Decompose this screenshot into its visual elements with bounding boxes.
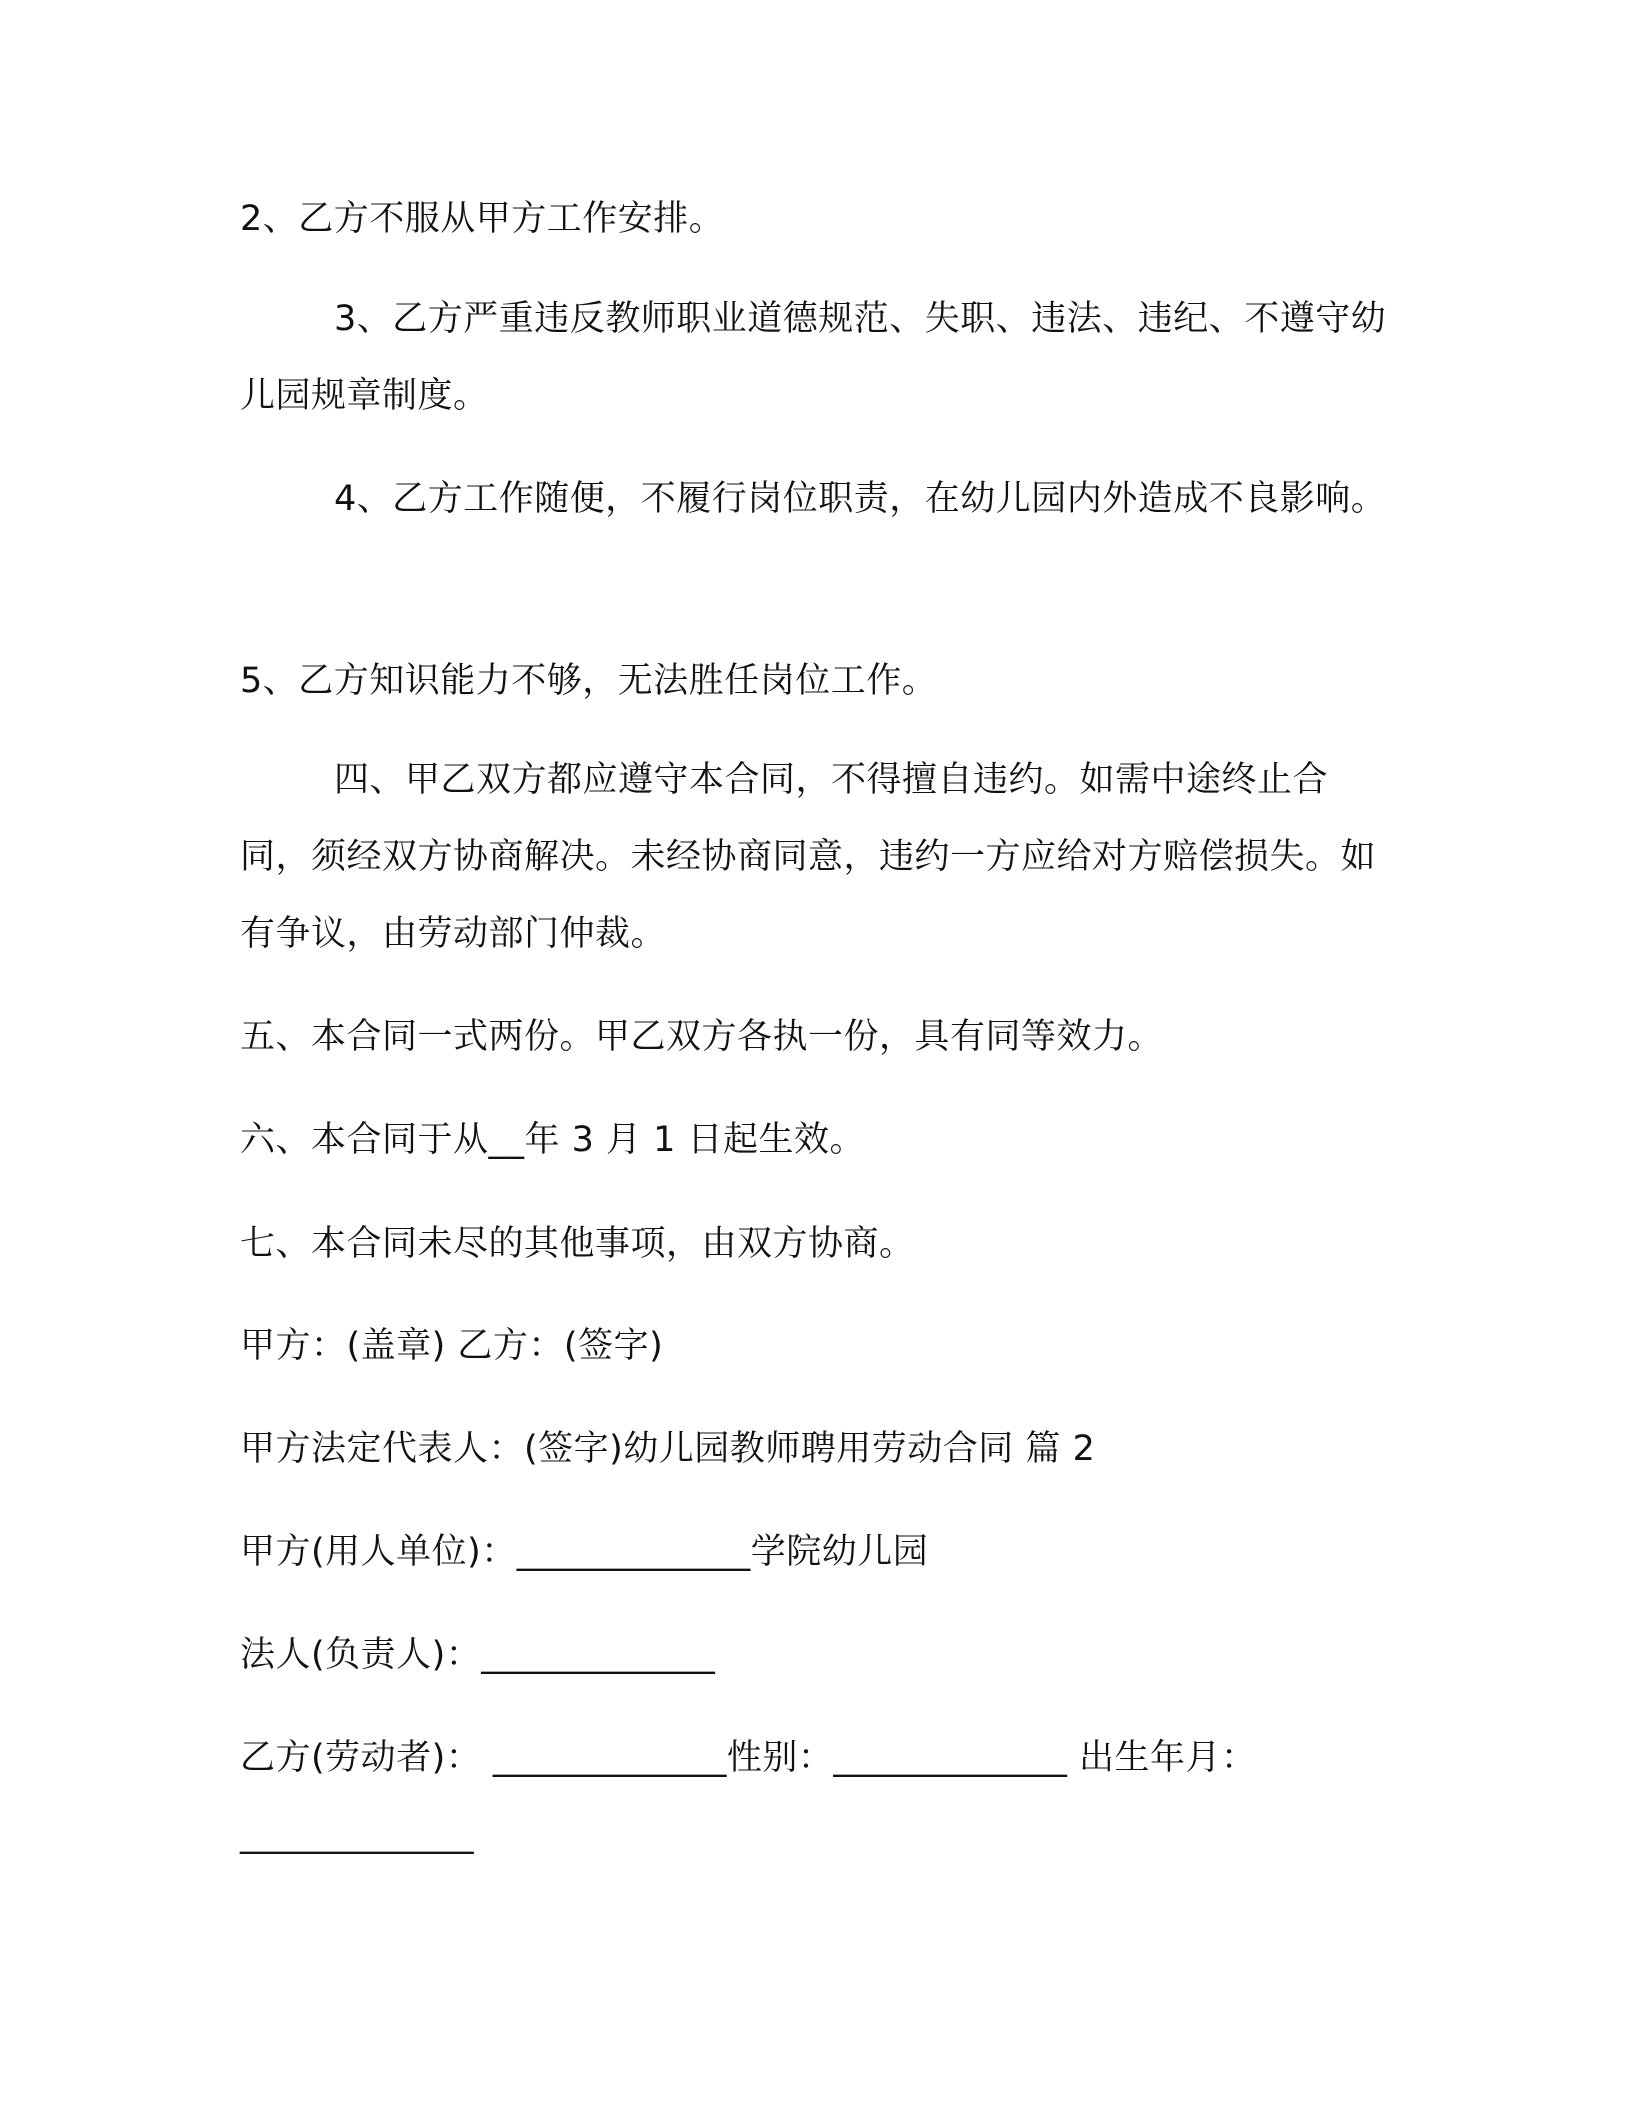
legal-representative-line: 甲方法定代表人：(签字)幼儿园教师聘用劳动合同 篇 2 xyxy=(240,1429,1096,1469)
paragraph-clause-4: 四、甲乙双方都应遵守本合同，不得擅自违约。如需中途终止合同，须经双方协商解决。未经协商同意，违约一方应给对方赔偿损失。如有争议，由劳动部门仲裁。 xyxy=(240,760,1377,954)
party-b-worker-line: 乙方(劳动者)： _____________性别：_____________ 出生年月： xyxy=(240,1738,1257,1778)
paragraph-clause-5: 五、本合同一式两份。甲乙双方各执一份，具有同等效力。 xyxy=(240,1017,1164,1057)
paragraph-item-5: 5、乙方知识能力不够，无法胜任岗位工作。 xyxy=(240,661,938,701)
party-a-employer-line: 甲方(用人单位)：_____________学院幼儿园 xyxy=(240,1532,929,1572)
paragraph-clause-7: 七、本合同未尽的其他事项，由双方协商。 xyxy=(240,1224,915,1264)
birth-date-blank: _____________ xyxy=(240,1815,474,1855)
legal-person-line: 法人(负责人)：_____________ xyxy=(240,1635,716,1675)
paragraph-item-4: 4、乙方工作随便，不履行岗位职责，在幼儿园内外造成不良影响。 xyxy=(334,479,1387,519)
paragraph-item-3: 3、乙方严重违反教师职业道德规范、失职、违法、违纪、不遵守幼儿园规章制度。 xyxy=(240,299,1387,416)
paragraph-clause-6: 六、本合同于从__年 3 月 1 日起生效。 xyxy=(240,1120,866,1160)
signature-line: 甲方：(盖章) 乙方：(签字) xyxy=(240,1326,664,1366)
paragraph-item-2: 2、乙方不服从甲方工作安排。 xyxy=(240,199,725,239)
